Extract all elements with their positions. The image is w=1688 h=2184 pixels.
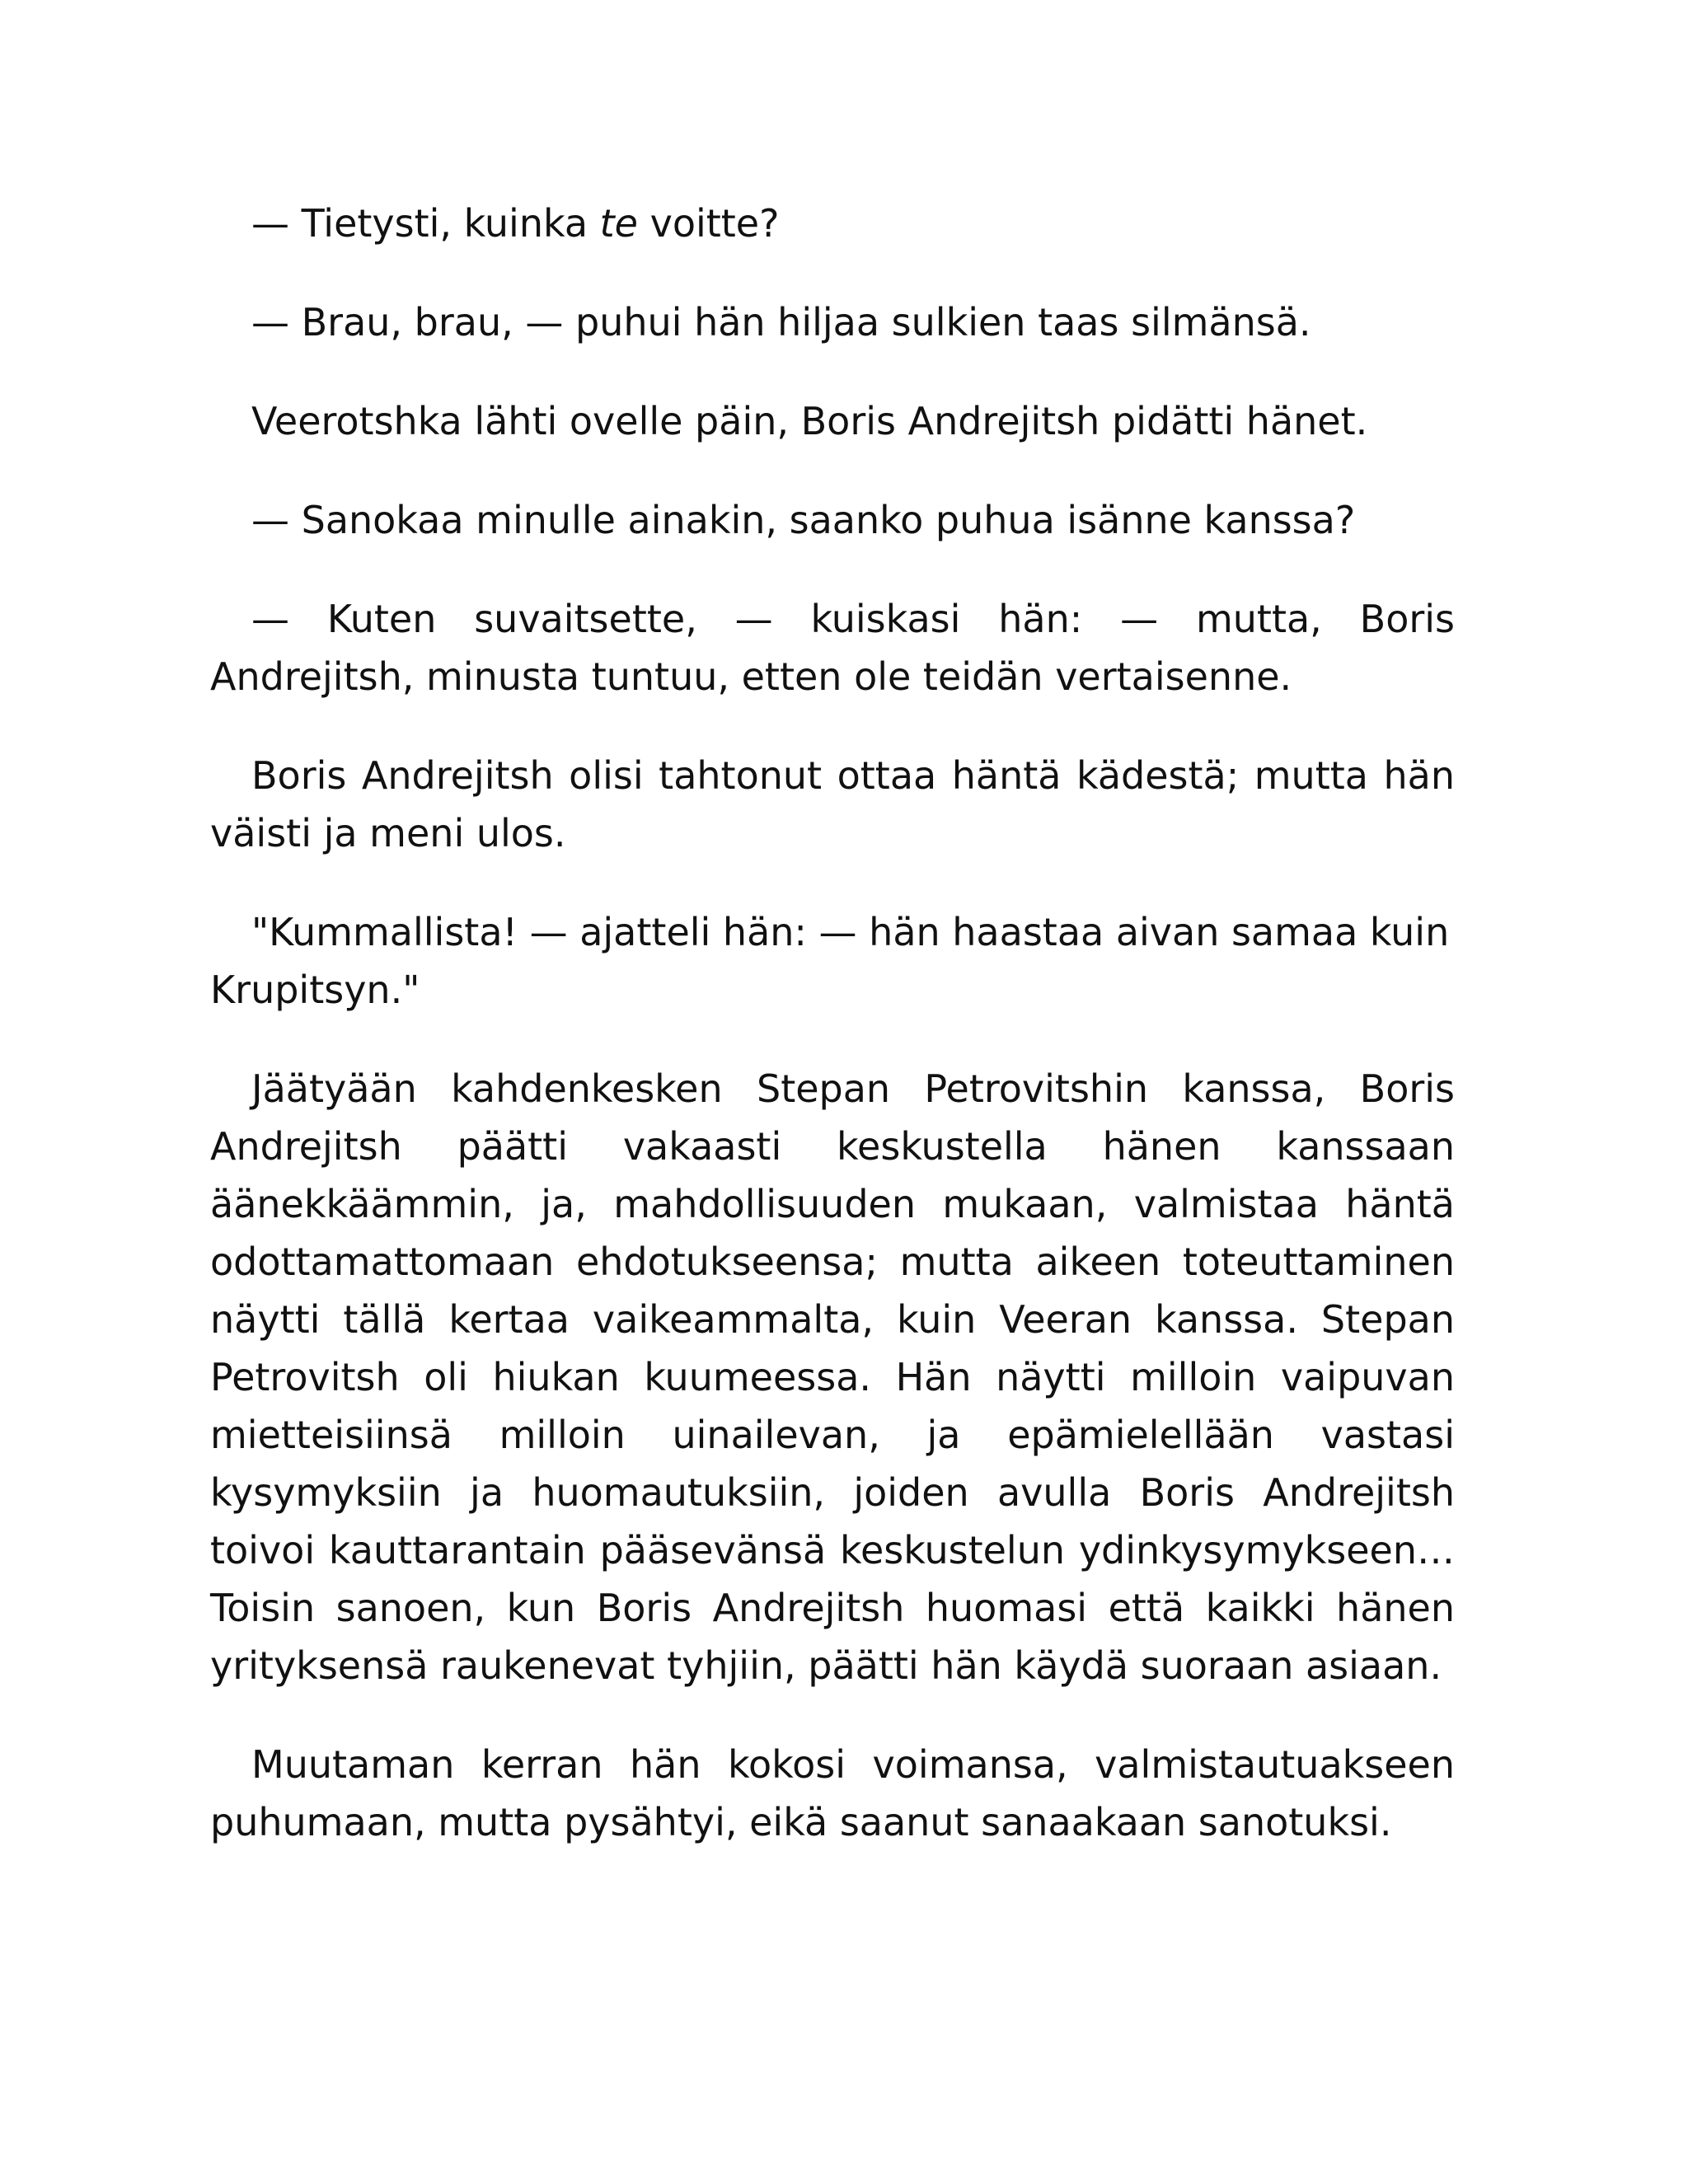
paragraph-9: Muutaman kerran hän kokosi voimansa, valmistautuakseen puhumaan, mutta pysähtyi, eikä saanut sanaakaan sanotuksi.	[210, 1742, 1455, 1844]
paragraph-1-text-end: voitte?	[637, 201, 780, 246]
paragraph-7: "Kummallista! — ajatteli hän: — hän haastaa aivan samaa kuin Krupitsyn."	[210, 910, 1450, 1012]
paragraph-6: Boris Andrejitsh olisi tahtonut ottaa häntä kädestä; mutta hän väisti ja meni ulos.	[210, 753, 1455, 855]
paragraph-3: Veerotshka lähti ovelle päin, Boris Andrejitsh pidätti hänet.	[251, 399, 1368, 443]
paragraph-1	[210, 194, 1455, 252]
paragraph-4: — Sanokaa minulle ainakin, saanko puhua isänne kanssa?	[251, 498, 1356, 542]
paragraph-1-emphasis: te	[599, 201, 638, 246]
paragraph-1-text-start: — Tietysti, kuinka	[251, 201, 600, 246]
paragraph-5: — Kuten suvaitsette, — kuiskasi hän: — mutta, Boris Andrejitsh, minusta tuntuu, etten ole teidän vertaisenne.	[210, 597, 1455, 699]
document-page	[210, 194, 1455, 1892]
paragraph-2: — Brau, brau, — puhui hän hiljaa sulkien taas silmänsä.	[251, 300, 1311, 344]
paragraph-8: Jäätyään kahdenkesken Stepan Petrovitshin kanssa, Boris Andrejitsh päätti vakaasti keskustella hänen kanssaan äänekkäämmin, ja, mahdollisuuden mukaan, valmistaa häntä odottamattomaan ehdotukseensa; mutta aikeen toteuttaminen näytti tällä kertaa vaikeammalta, kuin Veeran kanssa. Stepan Petrovitsh oli hiukan kuumeessa. Hän näytti milloin vaipuvan mietteisiinsä milloin uinailevan, ja epämielellään vastasi kysymyksiin ja huomautuksiin, joiden avulla Boris Andrejitsh toivoi kauttarantain pääsevänsä keskustelun ydinkysymykseen… Toisin sanoen, kun Boris Andrejitsh huomasi että kaikki hänen yrityksensä raukenevat tyhjiin, päätti hän käydä suoraan asiaan.	[210, 1066, 1455, 1688]
